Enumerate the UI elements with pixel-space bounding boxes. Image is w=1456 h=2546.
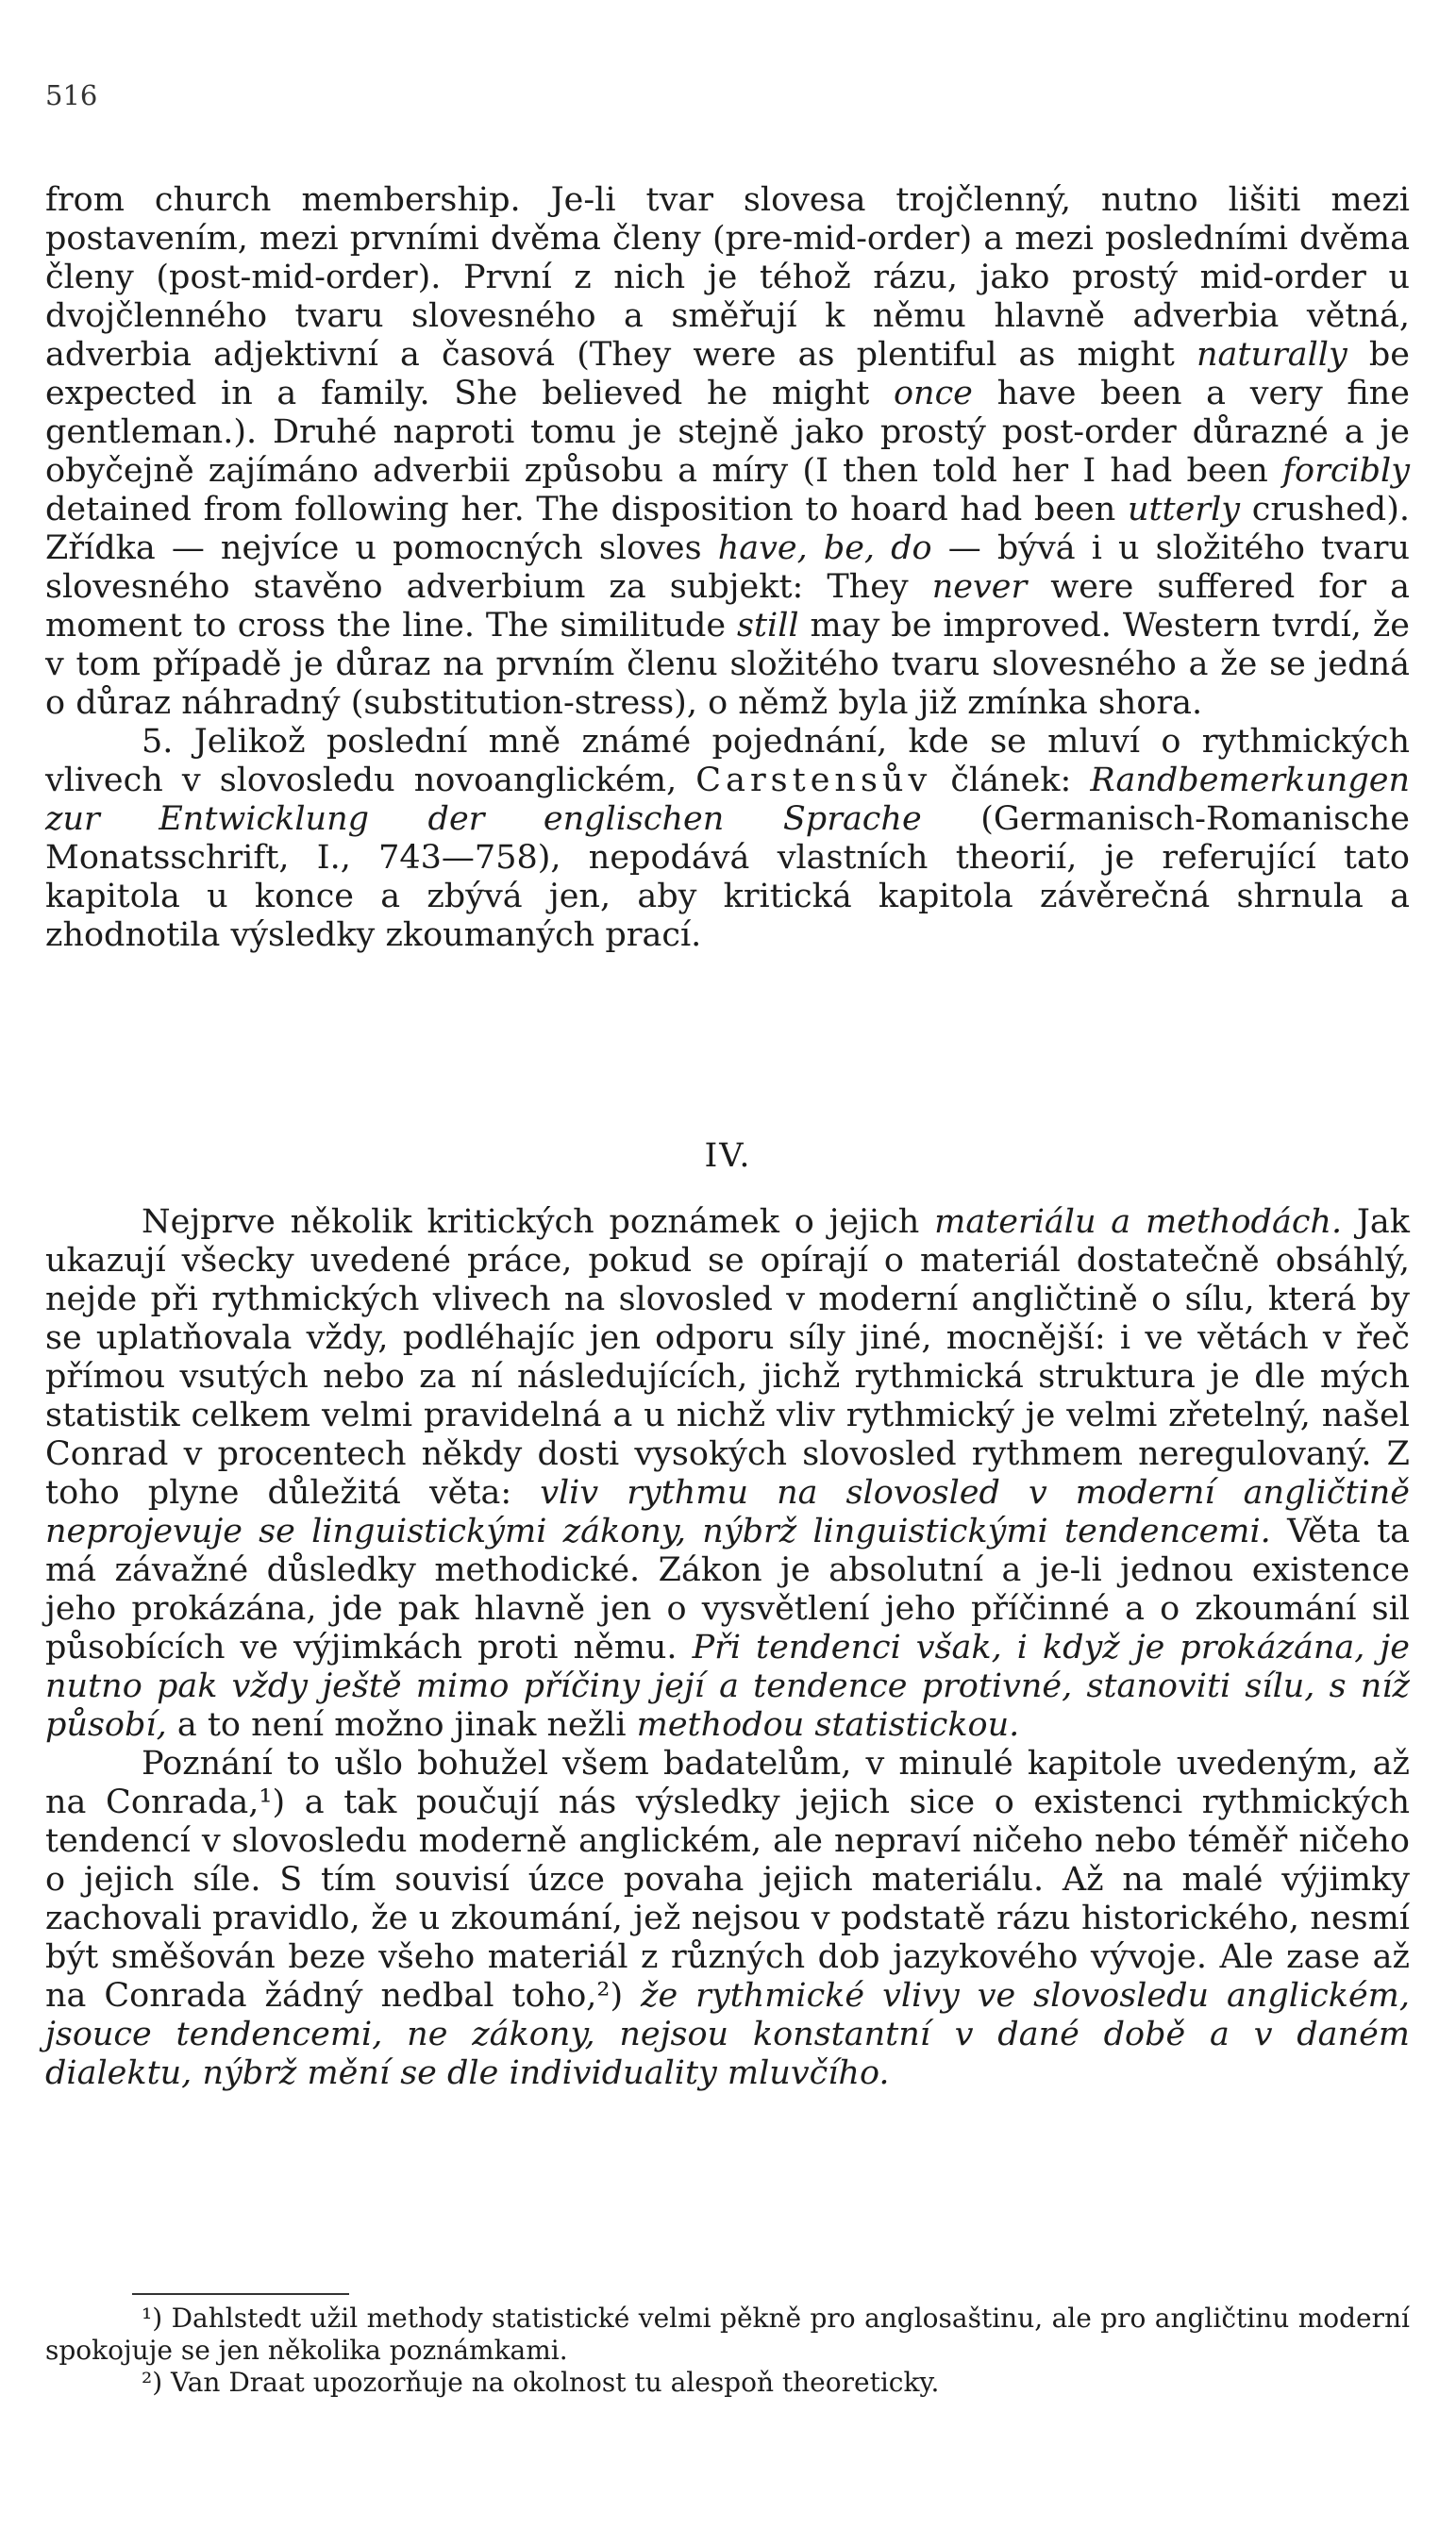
footnotes <box>45 2303 1410 2399</box>
article-title: Randbemerkungen zur Entwicklung der englischen Sprache <box>45 762 1410 838</box>
paragraph-adverbs-position: from church membership. Je-li tvar slovesa trojčlenný, nutno lišiti mezi postavením, mezi prvními dvěma členy (pre-mid-order) a mezi posledními dvěma členy (post-mid-order). První z nich je téhož rázu, jako prostý mid-order u dvojčlenného tvaru slovesného a směřují k němu hlavně adverbia větná, adverbia adjektivní a časová (They were as plentiful as might naturally be expected in a family. She believed he might once have been a very fine gentleman.). Druhé naproti tomu je stejně jako prostý post-order důrazné a je obyčejně zajímáno adverbii způsobu a míry (I then told her I had been forcibly detained from following her. The disposition to hoard had been utterly crushed). Zřídka — nejvíce u pomocných sloves have, be, do — bývá i u složitého tvaru slovesného stavěno adverbium za subjekt: They never were suffered for a moment to cross the line. The similitude still may be improved. Western tvrdí, že v tom případě je důraz na prvním členu složitého tvaru slovesného a že se jedná o důraz náhradný (substitution-stress), o němž byla již zmínka shora. <box>45 181 1410 722</box>
section-heading: IV. <box>704 1137 752 1175</box>
footnote-2: ²) Van Draat upozorňuje na okolnost tu alespoň theoreticky. <box>142 2367 940 2398</box>
paragraph-material-methods: Nejprve několik kritických poznámek o jejich materiálu a methodách. Jak ukazují všecky uvedené práce, pokud se opírají o materiál dostatečně obsáhlý, nejde při rythmických vlivech na slovosled v moderní angličtině o sílu, která by se uplatňovala vždy, podléhajíc jen odporu síly jiné, mocnější: i ve větách v řeč přímou vsutých nebo za ní následujících, jichž rythmická struktura je dle mých statistik celkem velmi pravidelná a u nichž vliv rythmický je velmi zřetelný, našel Conrad v procentech někdy dosti vysokých slovosled rythmem neregulovaný. Z toho plyne důležitá věta: vliv rythmu na slovosled v moderní angličtině neprojevuje se linguistickými zákony, nýbrž linguistickými tendencemi. Věta ta má závažné důsledky methodické. Zákon je absolutní a je-li jednou existence jeho prokázána, jde pak hlavně jen o vysvětlení jeho příčinné a o zkoumání sil působících ve výjimkách proti němu. Při tendenci však, i když je prokázána, je nutno pak vždy ještě mimo příčiny její a tendence protivné, stanoviti sílu, s níž působí, a to není možno jinak nežli methodou statistickou. <box>45 1203 1411 1744</box>
footnote-ref-2: ²) <box>596 1977 624 2015</box>
body-text-lower <box>45 1203 1410 2093</box>
author-name: Carstensův <box>695 762 932 799</box>
footnote-ref-1: ¹) <box>259 1784 286 1821</box>
body-text-upper <box>45 181 1410 955</box>
paragraph-carstensen: 5. Jelikož poslední mně známé pojednání, kde se mluví o rythmických vlivech v slovosledu novoanglickém, Carstensův článek: Randbemerkungen zur Entwicklung der englischen Sprache (Germanisch-Romanische Monatsschrift, I., 743—758), nepodává vlastních theorií, je referující tato kapitola u konce a zbývá jen, aby kritická kapitola závěrečná shrnula a zhodnotila výsledky zkoumaných prací. <box>45 723 1410 954</box>
footnote-divider <box>132 2293 349 2295</box>
page-number: 516 <box>45 79 98 111</box>
footnote-1: ¹) Dahlstedt užil methody statistické velmi pěkně pro anglosaštinu, ale pro angličtinu moderní spokojuje se jen několika poznámkami. <box>45 2303 1410 2366</box>
paragraph-conrad: Poznání to ušlo bohužel všem badatelům, v minulé kapitole uvedeným, až na Conrada,¹) a tak poučují nás výsledky jejich sice o existenci rythmických tendencí v slovosledu moderně anglickém, ale nepraví ničeho nebo téměř ničeho o jejich síle. S tím souvisí úzce povaha jejich materiálu. Až na malé výjimky zachovali pravidlo, že u zkoumání, jež nejsou v podstatě rázu historického, nesmí být směšován beze všeho materiál z různých dob jazykového vývoje. Ale zase až na Conrada žádný nedbal toho,²) že rythmické vlivy ve slovosledu anglickém, jsouce tendencemi, ne zákony, nejsou konstantní v dané době a v daném dialektu, nýbrž mění se dle individuality mluvčího. <box>45 1745 1410 2092</box>
